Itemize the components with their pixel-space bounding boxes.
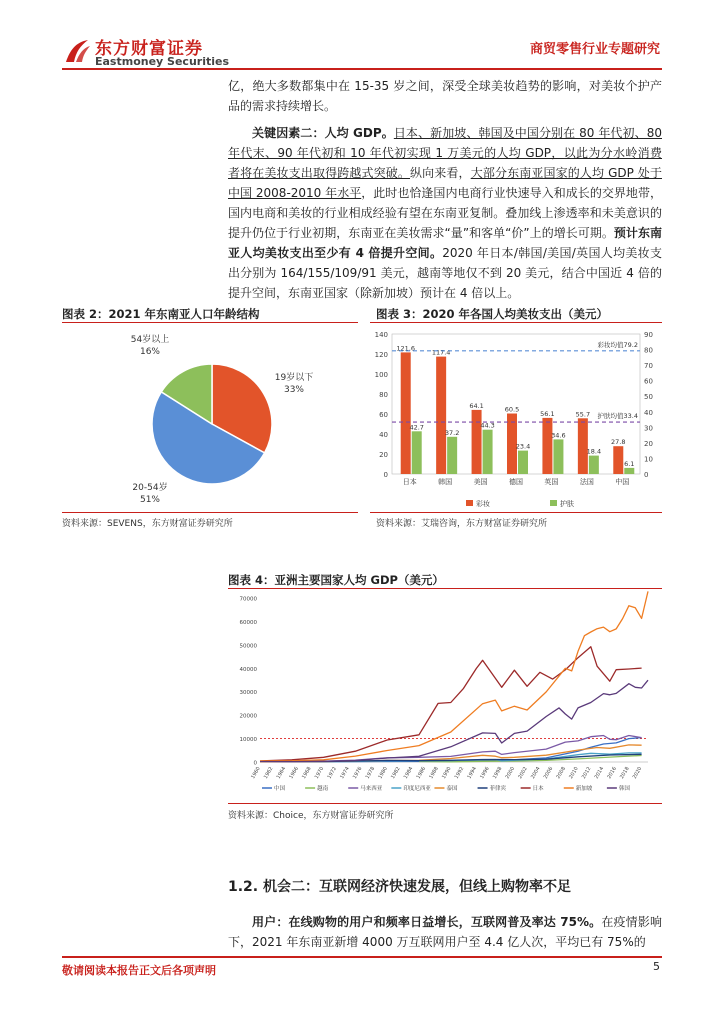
bar xyxy=(553,439,563,474)
x-tick-label: 2000 xyxy=(504,766,517,781)
y-tick-label: 10000 xyxy=(239,737,257,744)
bar-value-label: 6.1 xyxy=(624,459,635,468)
x-tick-label: 1974 xyxy=(339,766,351,781)
x-tick-label: 1978 xyxy=(364,766,377,781)
x-tick-label: 中国 xyxy=(615,478,630,486)
y-right-tick: 50 xyxy=(644,393,653,402)
bar-value-label: 23.4 xyxy=(515,442,531,451)
legend-label: 越南 xyxy=(317,786,329,792)
footer-disclaimer: 敬请阅读本报告正文后各项声明 xyxy=(62,964,216,977)
x-tick-label: 1998 xyxy=(491,766,504,781)
x-tick-label: 2020 xyxy=(631,766,644,781)
y-right-tick: 30 xyxy=(644,424,653,433)
y-right-tick: 70 xyxy=(644,362,653,371)
y-tick-label: 20000 xyxy=(239,713,257,720)
report-title: 商贸零售行业专题研究 xyxy=(529,42,660,57)
bar xyxy=(624,468,634,474)
y-tick-label: 70000 xyxy=(239,596,257,603)
x-tick-label: 1960 xyxy=(250,766,262,781)
x-tick-label: 1994 xyxy=(466,766,478,781)
x-tick-label: 2002 xyxy=(517,766,529,781)
x-tick-label: 1996 xyxy=(479,766,491,781)
y-left-tick: 140 xyxy=(374,331,388,339)
bar-value-label: 121.6 xyxy=(396,344,416,353)
x-tick-label: 法国 xyxy=(579,478,594,486)
para2-sentence-1: 日本、新加坡、韩国及中国分别在 80 年代初、80 年代末、90 年代初和 10 年代初实现 1 万美元的人均 GDP，以此为分水岭消费者将在美妆支出取得跨越式突破。 xyxy=(228,126,662,180)
brand-logo-icon xyxy=(62,36,92,66)
x-tick-label: 1982 xyxy=(390,766,402,781)
fig3-title: 图表 3：2020 年各国人均美妆支出（美元） xyxy=(376,307,609,321)
x-tick-label: 1972 xyxy=(326,766,339,781)
paragraph-2 xyxy=(228,123,662,303)
y-right-tick: 60 xyxy=(644,377,653,386)
y-right-tick: 0 xyxy=(644,471,649,479)
para2-sentence-3: 大部分东南亚国家的人均 GDP 处于中国 2008-2010 年水平 xyxy=(228,166,662,200)
section-heading: 1.2. 机会二：互联网经济快速发展，但线上购物率不足 xyxy=(228,879,571,895)
legend-label: 中国 xyxy=(274,786,286,792)
y-tick-label: 50000 xyxy=(239,643,257,650)
fig4-top-rule xyxy=(228,588,662,589)
legend-swatch xyxy=(466,500,473,506)
average-label-skincare: 护肤均值33.4 xyxy=(597,412,638,421)
y-right-tick: 40 xyxy=(644,408,653,417)
fig4-title: 图表 4：亚洲主要国家人均 GDP（美元） xyxy=(228,573,444,587)
bar-value-label: 27.8 xyxy=(611,438,626,447)
brand-name-en: Eastmoney Securities xyxy=(95,55,230,68)
y-left-tick: 80 xyxy=(379,391,388,399)
x-tick-label: 2006 xyxy=(542,766,555,781)
series-line xyxy=(260,647,642,761)
bar xyxy=(447,437,457,474)
y-right-tick: 80 xyxy=(644,346,653,355)
x-tick-label: 1962 xyxy=(262,766,275,781)
bar xyxy=(518,451,528,474)
y-left-tick: 40 xyxy=(379,431,388,439)
bar-value-label: 60.5 xyxy=(504,405,520,414)
pie-value-label: 51% xyxy=(139,495,161,505)
para2-sentence-6: 2020 年日本/韩国/美国/英国人均美妆支出分别为 164/155/109/91 美元，越南等地仅不到 20 美元，结合中国近 4 倍的提升空间，东南亚国家（除新加坡）预计在 4 倍以上。 xyxy=(228,246,662,300)
fig2-title: 图表 2：2021 年东南亚人口年龄结构 xyxy=(62,307,260,321)
y-right-tick: 10 xyxy=(644,455,653,464)
y-left-tick: 60 xyxy=(379,411,388,419)
x-tick-label: 德国 xyxy=(509,478,523,486)
x-tick-label: 1976 xyxy=(351,766,364,781)
x-tick-label: 美国 xyxy=(473,478,488,486)
bar xyxy=(613,446,623,474)
bar-value-label: 44.3 xyxy=(480,421,495,430)
fig3-bar-chart xyxy=(370,324,662,512)
fig3-source: 资料来源：艾瑞咨询，东方财富证券研究所 xyxy=(376,519,548,529)
bar xyxy=(483,430,493,474)
legend-label: 印度尼西亚 xyxy=(403,786,431,792)
y-tick-label: 30000 xyxy=(239,690,257,697)
para2-sentence-2: 纵向来看， xyxy=(410,166,471,180)
x-tick-label: 1988 xyxy=(428,766,440,781)
legend-label: 彩妆 xyxy=(476,500,490,508)
brand-name-cn: 东方财富证券 xyxy=(95,39,203,59)
x-tick-label: 1986 xyxy=(415,766,428,781)
bar-value-label: 18.4 xyxy=(586,447,602,456)
key-factor-lead: 关键因素二：人均 GDP。 xyxy=(252,126,394,140)
y-tick-label: 60000 xyxy=(239,619,257,626)
x-tick-label: 2004 xyxy=(530,766,542,781)
x-tick-label: 2012 xyxy=(580,766,593,781)
bar xyxy=(542,418,552,474)
y-left-tick: 20 xyxy=(379,451,388,459)
bar xyxy=(436,357,446,474)
fig3-top-rule xyxy=(370,322,662,323)
fig4-line-chart xyxy=(228,590,662,802)
bar xyxy=(401,352,411,474)
bar-value-label: 117.4 xyxy=(431,348,451,357)
legend-label: 护肤 xyxy=(560,500,574,508)
x-tick-label: 2016 xyxy=(606,766,618,781)
x-tick-label: 1966 xyxy=(288,766,300,781)
para3-lead: 用户：在线购物的用户和频率日益增长，互联网普及率达 75%。 xyxy=(252,915,602,929)
fig2-bottom-rule xyxy=(62,512,358,513)
x-tick-label: 2010 xyxy=(568,766,580,781)
legend-label: 菲律宾 xyxy=(489,786,507,792)
x-tick-label: 1992 xyxy=(453,766,466,781)
para2-sentence-5: 预计东南亚人均美妆支出至少有 4 倍提升空间。 xyxy=(228,226,662,260)
bar-value-label: 37.2 xyxy=(444,428,460,437)
page-number: 5 xyxy=(653,960,660,973)
x-tick-label: 1980 xyxy=(377,766,389,781)
paragraph-1: 亿，绝大多数都集中在 15-35 岁之间，深受全球美妆趋势的影响，对美妆个护产品的需求持续增长。 xyxy=(228,79,662,113)
bar-value-label: 42.7 xyxy=(409,423,424,432)
legend-label: 日本 xyxy=(532,786,544,792)
fig2-source: 资料来源：SEVENS，东方财富证券研究所 xyxy=(62,519,233,529)
y-left-tick: 100 xyxy=(374,371,388,379)
paragraph-3 xyxy=(228,912,662,952)
legend-label: 新加坡 xyxy=(575,786,593,792)
pie-value-label: 33% xyxy=(283,385,305,395)
x-tick-label: 2008 xyxy=(555,766,568,781)
para3-rest: 在疫情影响下，2021 年东南亚新增 4000 万互联网用户至 4.4 亿人次，平均已有 75%的 xyxy=(228,915,662,949)
y-tick-label: 0 xyxy=(253,760,257,767)
footer-divider xyxy=(62,956,662,958)
header-divider xyxy=(62,68,662,70)
bar-value-label: 64.1 xyxy=(469,401,484,410)
fig4-bottom-rule xyxy=(228,803,662,804)
x-tick-label: 1970 xyxy=(313,766,326,781)
x-tick-label: 1968 xyxy=(301,766,313,781)
para2-sentence-4: ，此时也恰逢国内电商行业快速导入和成长的交界地带，国内电商和美妆的行业相成经验有望在东南亚复制。叠加线上渗透率和未美意识的提升仍位于行业初期，东南亚在美妆需求“量”和客单“价”上的增长可期。 xyxy=(228,186,662,240)
bar xyxy=(472,410,482,474)
y-left-tick: 120 xyxy=(374,351,388,359)
y-left-tick: 0 xyxy=(383,471,388,479)
x-tick-label: 2014 xyxy=(593,766,606,781)
legend-swatch xyxy=(550,500,557,506)
fig2-top-rule xyxy=(62,322,358,323)
x-tick-label: 1964 xyxy=(275,766,288,781)
pie-category-label: 20-54岁 xyxy=(132,483,168,493)
y-tick-label: 40000 xyxy=(239,666,257,673)
bar-value-label: 34.6 xyxy=(551,431,566,440)
fig3-bottom-rule xyxy=(370,512,662,513)
pie-category-label: 54岁以上 xyxy=(130,335,170,345)
pie-category-label: 19岁以下 xyxy=(274,373,314,383)
fig2-pie-chart xyxy=(62,324,358,512)
bar xyxy=(589,456,599,474)
series-line xyxy=(260,591,648,761)
legend-label: 马来西亚 xyxy=(360,786,383,792)
x-tick-label: 2018 xyxy=(619,766,631,781)
x-tick-label: 韩国 xyxy=(438,478,453,486)
legend-label: 泰国 xyxy=(446,786,458,792)
fig4-source: 资料来源：Choice，东方财富证券研究所 xyxy=(228,811,394,821)
x-tick-label: 1990 xyxy=(440,766,453,781)
x-tick-label: 日本 xyxy=(402,478,417,486)
y-right-tick: 20 xyxy=(644,439,653,448)
bar xyxy=(412,431,422,474)
y-right-tick: 90 xyxy=(644,331,653,339)
bar-value-label: 56.1 xyxy=(540,409,555,418)
bar xyxy=(578,418,588,474)
legend-label: 韩国 xyxy=(618,786,630,792)
average-label-makeup: 彩妆均值79.2 xyxy=(597,340,638,349)
bar-value-label: 55.7 xyxy=(575,410,591,419)
x-tick-label: 1984 xyxy=(402,766,415,781)
x-tick-label: 英国 xyxy=(544,478,559,486)
series-line xyxy=(260,680,648,762)
pie-value-label: 16% xyxy=(139,347,161,357)
